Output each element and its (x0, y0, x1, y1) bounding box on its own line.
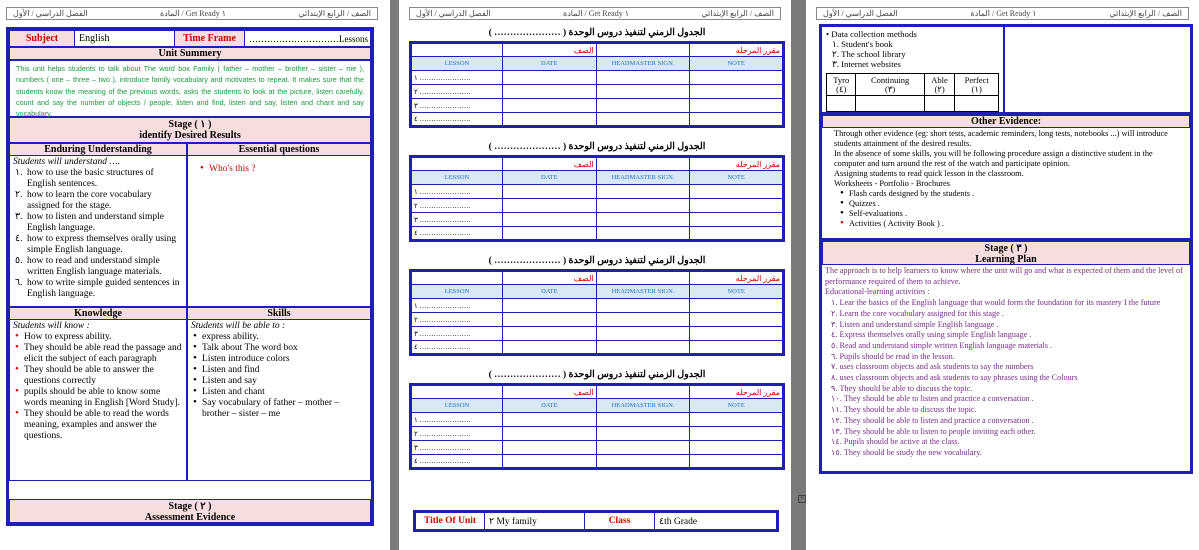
table-row (411, 113, 784, 127)
list-item: • Self-evaluations . (838, 209, 1178, 219)
table-row (411, 99, 784, 113)
methods-frame (819, 24, 1193, 116)
column-header: DATE (503, 57, 597, 71)
stage-3-title: Stage ( ٣ ) (984, 243, 1028, 254)
note-cell[interactable] (690, 185, 784, 199)
list-item: ٩. They should be able to discuss the topic. (831, 383, 973, 393)
lesson-cell[interactable]: ١ …………………. (411, 299, 503, 313)
skills-list (191, 332, 367, 420)
unit-plan-frame (6, 27, 374, 526)
sign-cell[interactable] (596, 313, 690, 327)
table-row (411, 299, 784, 313)
schedule-table (409, 269, 785, 356)
methods-list (826, 29, 999, 69)
column-header: HEADMASTER SIGN. (596, 285, 690, 299)
table-row (411, 327, 784, 341)
sign-cell[interactable] (596, 441, 690, 455)
list-item: ١٠. They should be able to listen and practice a conversation . (831, 394, 1034, 404)
lesson-cell[interactable]: ٤ …………………. (411, 113, 503, 127)
page-2 (399, 0, 804, 550)
list-item: ١٥. They should be study the new vocabulary. (831, 447, 982, 457)
time-frame-value: …………………………Lessons (245, 31, 371, 47)
table-row (411, 185, 784, 199)
note-cell[interactable] (690, 341, 784, 355)
rating-continuing (856, 74, 924, 96)
knowledge-column (9, 307, 187, 481)
list-item: • Talk about The word box (191, 343, 367, 354)
stage-1-header (9, 117, 371, 143)
header-grade: الصف / الرابع الإبتدائي (701, 9, 774, 18)
unit-title-value: ٢ My family (485, 512, 585, 531)
rating-label: Able (931, 74, 948, 85)
column-header: LESSON (411, 57, 503, 71)
course-cell: مقرر المرحله (690, 43, 784, 57)
item-text: how to use the basic structures of English sentences. (27, 168, 154, 189)
sign-cell[interactable] (596, 427, 690, 441)
note-cell[interactable] (690, 199, 784, 213)
list-item (13, 256, 183, 278)
skills-intro: Students will be able to : (191, 321, 286, 331)
lesson-cell[interactable]: ٣ …………………. (411, 327, 503, 341)
date-cell[interactable] (503, 455, 597, 469)
sign-cell[interactable] (596, 99, 690, 113)
rating-tyro (827, 74, 856, 96)
lesson-cell[interactable]: ٣ …………………. (411, 213, 503, 227)
other-evidence-title: Other Evidence: (822, 115, 1190, 128)
schedule-block (409, 369, 785, 470)
class-cell: الصف (503, 157, 597, 171)
plan-subtitle: Educational-learning activities : (825, 287, 930, 297)
column-header: NOTE (690, 171, 784, 185)
schedule-title: الجدول الزمني لتنفيذ دروس الوحدة ( ………………… ) (488, 142, 706, 152)
lesson-cell[interactable]: ١ …………………. (411, 71, 503, 85)
note-cell[interactable] (690, 227, 784, 241)
rating-number: (٣) (885, 83, 896, 94)
list-item: ٥. Read and understand simple written English language materials . (831, 340, 1053, 350)
sign-cell[interactable] (596, 213, 690, 227)
note-cell[interactable] (690, 455, 784, 469)
item-number: ٥. (15, 256, 23, 266)
stage-1-subtitle: identify Desired Results (139, 130, 241, 141)
schedule-block (409, 27, 785, 128)
sign-cell[interactable] (596, 413, 690, 427)
other-evidence-list (834, 189, 1178, 229)
list-item: ١٤. Pupils should be active at the class. (831, 437, 960, 447)
column-header: DATE (503, 285, 597, 299)
list-item (13, 212, 183, 234)
page-header (6, 7, 378, 20)
stage-2-title: Stage ( ٢ ) (168, 501, 212, 512)
date-cell[interactable] (503, 341, 597, 355)
table-row (411, 313, 784, 327)
date-cell[interactable] (503, 199, 597, 213)
knowledge-section (9, 307, 371, 481)
enduring-title: Enduring Understanding (10, 144, 186, 156)
knowledge-list (13, 332, 183, 442)
item-text: how to read and understand simple written English language materials. (27, 256, 162, 277)
date-cell[interactable] (503, 185, 597, 199)
rating-label: Continuing (871, 74, 910, 85)
date-cell[interactable] (503, 413, 597, 427)
lesson-cell[interactable]: ٤ …………………. (411, 341, 503, 355)
header-grade: الصف / الرابع الإبتدائي (298, 9, 371, 18)
stage-1-title: Stage ( ١ ) (168, 119, 212, 130)
essential-title: Essential questions (188, 144, 370, 156)
list-item: • They should be able to read the words meaning, examples and answer the questions. (13, 409, 183, 442)
rating-number: (١) (971, 83, 982, 94)
list-item: ٧. uses classroom objects and ask students to say the numbers (831, 362, 1034, 372)
list-item: ٨. uses classroom objects and ask students to say phrases using the Colours (831, 373, 1078, 383)
header-term: الفصل الدراسي / الأول (416, 9, 491, 18)
column-header: DATE (503, 399, 597, 413)
lesson-cell[interactable]: ٣ …………………. (411, 99, 503, 113)
stage-2-subtitle: Assessment Evidence (144, 512, 236, 523)
column-header: LESSON (411, 285, 503, 299)
plan-list (825, 298, 1187, 459)
rating-label: Tyro (833, 74, 850, 85)
column-header: HEADMASTER SIGN. (596, 171, 690, 185)
date-cell[interactable] (503, 327, 597, 341)
table-row (411, 213, 784, 227)
item-number: ١. (15, 168, 23, 178)
date-cell[interactable] (503, 227, 597, 241)
time-frame-label: Time Frame (175, 31, 245, 47)
list-item: • They should be able read the passage and elicit the subject of each paragraph (13, 343, 183, 365)
date-cell[interactable] (503, 441, 597, 455)
date-cell[interactable] (503, 85, 597, 99)
lesson-cell[interactable]: ٤ …………………. (411, 227, 503, 241)
date-cell[interactable] (503, 113, 597, 127)
other-evidence-text: Assigning students to read quick lesson in the classroom. (834, 169, 1024, 178)
lesson-cell[interactable]: ١ …………………. (411, 185, 503, 199)
note-cell[interactable] (690, 299, 784, 313)
unit-title-label: Title Of Unit (415, 512, 485, 531)
rating-number: (٢) (934, 83, 945, 94)
list-item: • Activities ( Activity Book ) . (838, 219, 1178, 229)
schedule-title: الجدول الزمني لتنفيذ دروس الوحدة ( ………………… ) (488, 370, 706, 380)
skills-body (188, 320, 370, 421)
course-cell: مقرر المرحله (690, 271, 784, 285)
item-number: ٤. (15, 234, 23, 244)
rating-perfect (955, 74, 999, 96)
note-cell[interactable] (690, 313, 784, 327)
skills-title: Skills (188, 308, 370, 320)
sign-cell[interactable] (596, 113, 690, 127)
learning-plan-body (822, 265, 1190, 460)
subject-row (9, 30, 371, 47)
essential-list (188, 156, 370, 183)
lesson-cell[interactable]: ١ …………………. (411, 413, 503, 427)
column-header: NOTE (690, 399, 784, 413)
list-item: • Listen and find (191, 365, 367, 376)
table-row (411, 71, 784, 85)
class-value: ٤th Grade (655, 512, 778, 531)
skills-column (187, 307, 371, 481)
table-row (411, 85, 784, 99)
list-item: ٣. Listen and understand simple English language . (831, 319, 999, 329)
list-item: ٢. The school library (832, 49, 906, 59)
date-cell[interactable] (503, 313, 597, 327)
item-text: Data collection methods (831, 29, 917, 39)
learning-plan-frame (819, 238, 1193, 474)
date-cell[interactable] (503, 213, 597, 227)
list-item: • express ability. (191, 332, 367, 343)
note-cell[interactable] (690, 213, 784, 227)
enduring-body (10, 156, 186, 306)
schedule-table (409, 41, 785, 128)
header-subject: المادة / Get Ready ١ (563, 9, 630, 18)
sign-cell[interactable] (596, 71, 690, 85)
list-item: • Say vocabulary of father – mother – brother – sister – me (191, 398, 367, 420)
unit-summary-text: This unit helps students to talk about The word box Family ( father – mother – brother – sister – me ), numbers ( one – three – two ), introduce family vocabulary and motivates to repeat. It makes sure that the students know the meaning of the previous words, asks the students to look at the picture, listen carefully, count and say the number of objects / people, listen and find, listen and say, listen and chant and say vocabulary. (9, 60, 371, 117)
page-1 (0, 0, 390, 550)
other-evidence-text: In the absence of some skills, you will be following procedure assign a distinctive student in the computer and turn around the rest of the watch and participate opinion. (834, 149, 1153, 168)
column-header: NOTE (690, 285, 784, 299)
note-cell[interactable] (690, 413, 784, 427)
sign-cell[interactable] (596, 299, 690, 313)
stage-3-header (822, 241, 1190, 265)
list-item: ١. Student's book (832, 39, 893, 49)
item-text: how to listen and understand simple English language. (27, 212, 164, 233)
enduring-section (9, 143, 371, 307)
plan-intro: The approach is to help learners to know where the unit will go and what is expected of them and the level of performance required of them to achieve. (825, 266, 1183, 286)
item-text: how to write simple guided sentences in English language. (27, 278, 180, 299)
note-cell[interactable] (690, 327, 784, 341)
table-row (411, 341, 784, 355)
note-cell[interactable] (690, 99, 784, 113)
subject-value: English (75, 31, 175, 47)
sign-cell[interactable] (596, 85, 690, 99)
list-item (13, 190, 183, 212)
other-evidence-body (822, 128, 1190, 230)
item-text: how to express themselves orally using simple English language. (27, 234, 177, 255)
enduring-list (13, 168, 183, 300)
schedule-block (409, 255, 785, 356)
course-cell: مقرر المرحله (690, 157, 784, 171)
class-label: Class (585, 512, 655, 531)
header-grade: الصف / الرابع الإبتدائي (1109, 9, 1182, 18)
unit-info-table (413, 510, 779, 532)
schedule-table (409, 383, 785, 470)
rating-number: (٤) (836, 83, 847, 94)
list-item: • Listen and say (191, 376, 367, 387)
column-header: DATE (503, 171, 597, 185)
class-cell: الصف (503, 385, 597, 399)
other-evidence-text: Worksheets - Portfolio - Brochures (834, 179, 950, 188)
list-item: • Quizzes . (838, 199, 1178, 209)
schedule-title: الجدول الزمني لتنفيذ دروس الوحدة ( ………………… ) (488, 28, 706, 38)
knowledge-body (10, 320, 186, 480)
table-row (411, 199, 784, 213)
knowledge-intro: Students will know : (13, 321, 90, 331)
table-row (411, 413, 784, 427)
list-item: • Who's this ? (198, 164, 360, 175)
lesson-cell[interactable]: ٣ …………………. (411, 441, 503, 455)
page-3 (806, 0, 1199, 550)
header-subject: المادة / Get Ready ١ (160, 9, 227, 18)
rating-label: Perfect (964, 74, 989, 85)
lesson-cell[interactable]: ٢ …………………. (411, 313, 503, 327)
list-item: ١١. They should be able to discuss the topic. (831, 405, 977, 415)
sign-cell[interactable] (596, 455, 690, 469)
list-item: • They should be able to answer the questions correctly (13, 365, 183, 387)
note-cell[interactable] (690, 441, 784, 455)
enduring-column (9, 143, 187, 307)
sign-cell[interactable] (596, 199, 690, 213)
rating-table (826, 73, 999, 112)
table-row (411, 427, 784, 441)
note-cell[interactable] (690, 113, 784, 127)
sign-cell[interactable] (596, 327, 690, 341)
column-header: HEADMASTER SIGN. (596, 57, 690, 71)
sign-cell[interactable] (596, 227, 690, 241)
list-item (13, 278, 183, 300)
date-cell[interactable] (503, 99, 597, 113)
date-cell[interactable] (503, 299, 597, 313)
lesson-cell[interactable]: ٢ …………………. (411, 85, 503, 99)
item-number: ٦. (15, 278, 23, 288)
methods-column (822, 27, 1005, 113)
column-header: NOTE (690, 57, 784, 71)
header-term: الفصل الدراسي / الأول (823, 9, 898, 18)
course-cell: مقرر المرحله (690, 385, 784, 399)
sign-cell[interactable] (596, 341, 690, 355)
table-row (411, 455, 784, 469)
table-row (411, 441, 784, 455)
unit-summary-title: Unit Summery (9, 47, 371, 60)
list-item: ٢. Learn the core vocabulary assigned for this stage . (831, 308, 1004, 318)
rating-able (924, 74, 955, 96)
class-cell: الصف (503, 43, 597, 57)
essential-column (187, 143, 371, 307)
list-item: ١. Lear the basics of the English language that would form the foundation for its mastery I the future (831, 298, 1161, 308)
note-cell[interactable] (690, 427, 784, 441)
subject-label: Subject (10, 31, 75, 47)
item-number: ٢. (15, 190, 23, 200)
class-cell: الصف (503, 271, 597, 285)
lesson-cell[interactable]: ٢ …………………. (411, 427, 503, 441)
page-header (409, 7, 781, 20)
list-item: ٣. Internet websites (832, 59, 901, 69)
item-text: how to learn the core vocabulary assigned for the stage. (27, 190, 152, 211)
note-cell[interactable] (690, 85, 784, 99)
column-header: HEADMASTER SIGN. (596, 399, 690, 413)
list-item: ١٢. They should be able to listen and practice a conversation . (831, 415, 1034, 425)
other-evidence-frame (819, 112, 1193, 242)
stage-2-header (9, 499, 371, 523)
sign-cell[interactable] (596, 185, 690, 199)
lesson-cell[interactable]: ٢ …………………. (411, 199, 503, 213)
list-item: • pupils should be able to know some words meaning in English [Word Study]. (13, 387, 183, 409)
header-term: الفصل الدراسي / الأول (13, 9, 88, 18)
schedule-block (409, 141, 785, 242)
list-item: • How to express ability. (13, 332, 183, 343)
schedule-title: الجدول الزمني لتنفيذ دروس الوحدة ( ………………… ) (488, 256, 706, 266)
header-subject: المادة / Get Ready ١ (970, 9, 1037, 18)
table-row (411, 227, 784, 241)
enduring-intro: Students will understand …. (13, 157, 121, 167)
methods-blank-cell (1005, 27, 1190, 113)
move-handle-icon[interactable]: + (798, 495, 806, 503)
schedule-table (409, 155, 785, 242)
list-item (13, 234, 183, 256)
stage-3-subtitle: Learning Plan (975, 254, 1037, 265)
list-item: ١٣. They should be able to listen to people inviting each other. (831, 426, 1036, 436)
column-header: LESSON (411, 171, 503, 185)
date-cell[interactable] (503, 427, 597, 441)
note-cell[interactable] (690, 71, 784, 85)
other-evidence-text: Through other evidence (eg: short tests, academic reminders, long tests, notebooks ...) will introduce students attainment of the desired results. (834, 129, 1168, 148)
knowledge-title: Knowledge (10, 308, 186, 320)
list-item (13, 168, 183, 190)
list-item: ٦. Pupils should be read in the lesson. (831, 351, 955, 361)
date-cell[interactable] (503, 71, 597, 85)
page-header (816, 7, 1189, 20)
list-item: • Data collection methods (826, 29, 917, 39)
lesson-cell[interactable]: ٤ …………………. (411, 455, 503, 469)
list-item: • Listen introduce colors (191, 354, 367, 365)
item-number: ٣. (15, 212, 23, 222)
list-item: • Listen and chant (191, 387, 367, 398)
list-item: • Flash cards designed by the students . (838, 189, 1178, 199)
list-item: ٤. Express themselves orally using simple English language . (831, 330, 1032, 340)
column-header: LESSON (411, 399, 503, 413)
